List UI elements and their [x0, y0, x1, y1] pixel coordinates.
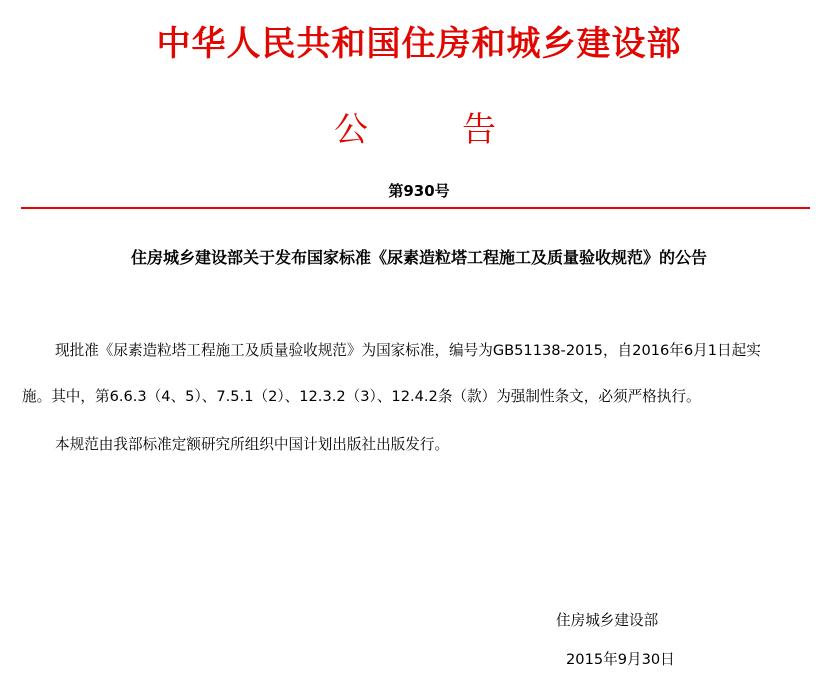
announcement-subject: 住房城乡建设部关于发布国家标准《尿素造粒塔工程施工及质量验收规范》的公告: [130, 248, 707, 267]
body-paragraph-line-3: 本规范由我部标准定额研究所组织中国计划出版社出版发行。: [55, 436, 450, 453]
announcement-title-char-2: 告: [462, 110, 496, 150]
ministry-title: 中华人民共和国住房和城乡建设部: [156, 24, 682, 64]
body-paragraph-line-2: 施。其中，第6.6.3（4、5）、7.5.1（2）、12.3.2（3）、12.4.2条（款）为强制性条文，必须严格执行。: [22, 388, 701, 405]
document-number: 第930号: [388, 182, 450, 200]
issue-date: 2015年9月30日: [566, 651, 675, 668]
issuer-signature: 住房城乡建设部: [556, 612, 659, 629]
body-paragraph-line-1: 现批准《尿素造粒塔工程施工及质量验收规范》为国家标准，编号为GB51138-2015，自2016年6月1日起实: [55, 342, 761, 359]
announcement-title-char-1: 公: [334, 110, 368, 150]
red-divider: [21, 207, 810, 209]
